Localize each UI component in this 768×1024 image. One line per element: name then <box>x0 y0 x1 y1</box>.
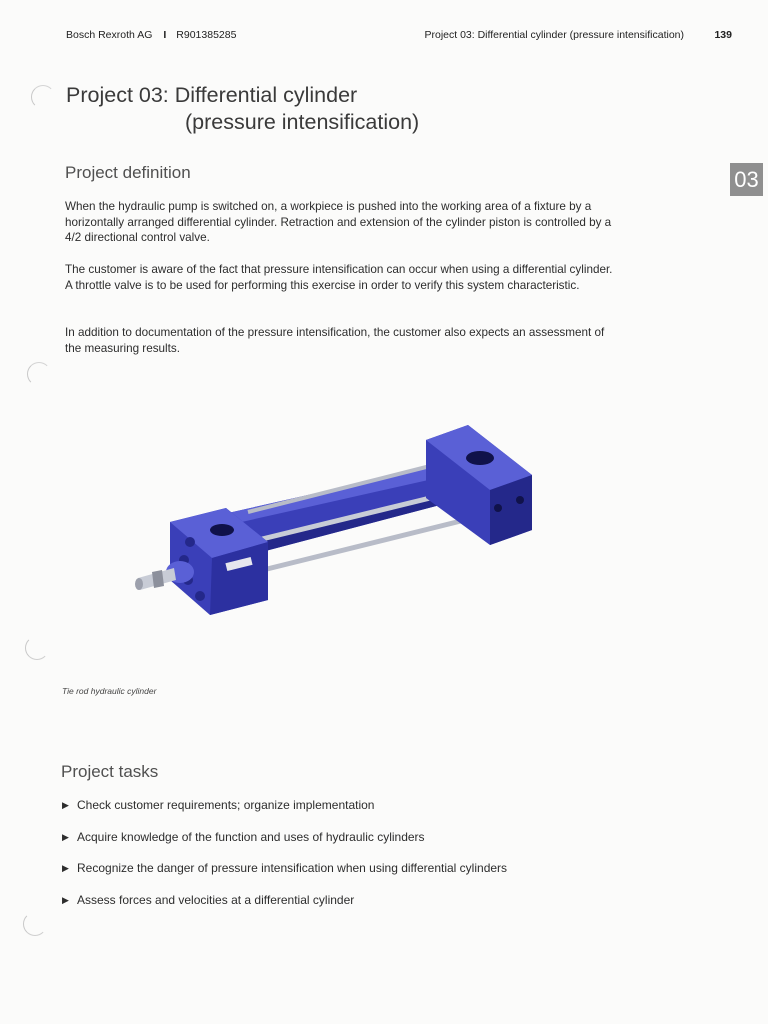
task-item-text: Check customer requirements; organize implementation <box>77 798 375 812</box>
definition-paragraph-3: In addition to documentation of the pressure intensification, the customer also expects an assessment of the measuring results. <box>65 326 605 355</box>
task-item-text: Recognize the danger of pressure intensification when using differential cylinders <box>77 861 508 875</box>
page-header <box>66 29 732 43</box>
rear-bolt-1 <box>494 504 502 512</box>
running-title: Project 03: Differential cylinder (pressure intensification) <box>424 29 684 41</box>
front-port <box>210 524 234 536</box>
task-item <box>62 893 507 925</box>
header-separator: I <box>163 29 167 41</box>
task-list <box>62 798 507 924</box>
binder-hole-4 <box>23 912 47 936</box>
title-line-2: (pressure intensification) <box>185 110 420 134</box>
tie-rod-cylinder-image <box>128 420 540 620</box>
company-name: Bosch Rexroth AG <box>66 29 153 41</box>
task-item <box>62 830 507 862</box>
rear-port <box>466 451 494 465</box>
page-title <box>66 82 419 136</box>
task-item-text: Acquire knowledge of the function and uses of hydraulic cylinders <box>77 829 425 844</box>
document-number: R901385285 <box>176 29 237 41</box>
tasks-heading: Project tasks <box>61 762 159 781</box>
bullet-arrow-icon: ▶ <box>62 863 69 873</box>
task-item-text: Assess forces and velocities at a differential cylinder <box>77 892 355 907</box>
rear-bolt-2 <box>516 496 524 504</box>
header-left <box>66 29 236 41</box>
page-number: 139 <box>714 29 732 41</box>
bullet-arrow-icon: ▶ <box>62 831 69 842</box>
flange-bolt-1 <box>185 537 195 547</box>
rod-nut <box>152 570 164 588</box>
binder-hole-3 <box>25 636 49 660</box>
binder-hole-1 <box>31 85 55 109</box>
bullet-arrow-icon: ▶ <box>62 894 69 905</box>
figure-caption: Tie rod hydraulic cylinder <box>62 686 157 696</box>
definition-paragraph-1: When the hydraulic pump is switched on, a workpiece is pushed into the working area of a fixture by a horizontally arranged differential cylinder. Retraction and extension of the cylinder piston is controlled by a 4/2 directional control valve. <box>65 200 612 244</box>
rod-end <box>135 578 143 590</box>
task-item <box>62 798 507 830</box>
chapter-tab-marker: 03 <box>730 163 763 196</box>
definition-paragraph-2: The customer is aware of the fact that pressure intensification can occur when using a differential cylinder. A throttle valve is to be used for performing this exercise in order to verify this system characteristic. <box>65 263 613 292</box>
cylinder-figure <box>128 420 540 620</box>
binder-hole-2 <box>27 362 51 386</box>
bullet-arrow-icon: ▶ <box>62 800 69 810</box>
task-item <box>62 861 507 893</box>
title-line-1: Project 03: Differential cylinder <box>66 83 358 107</box>
definition-heading: Project definition <box>65 163 191 182</box>
flange-bolt-4 <box>195 591 205 601</box>
